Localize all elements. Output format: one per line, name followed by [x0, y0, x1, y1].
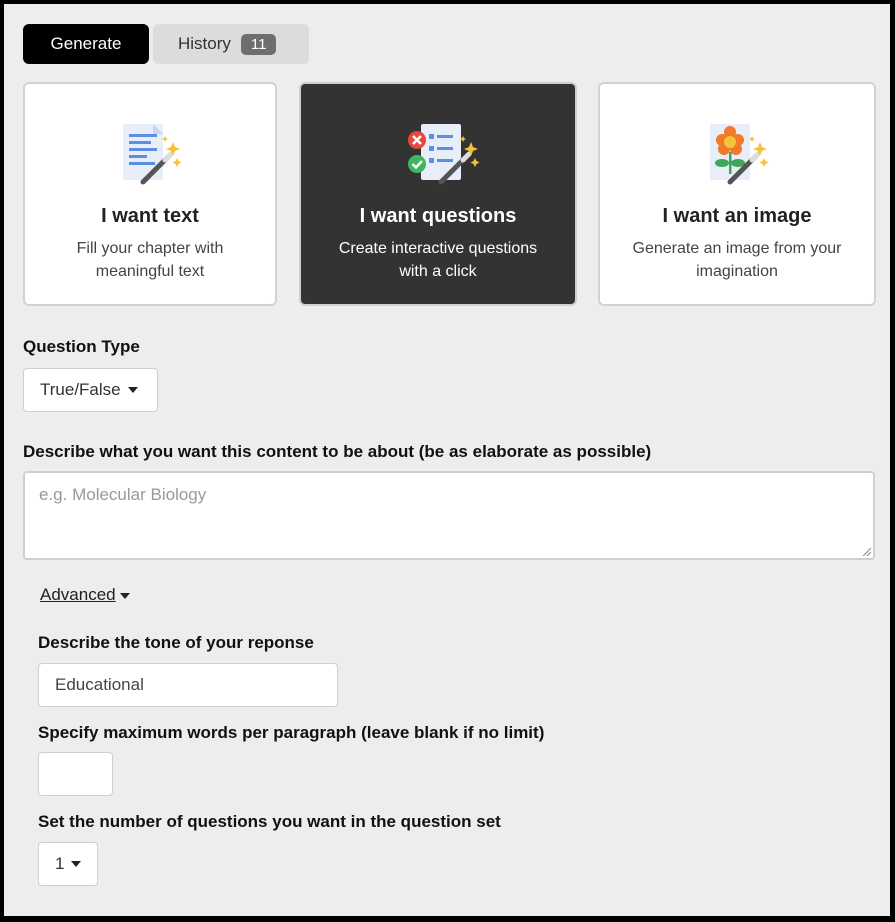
advanced-toggle[interactable] [40, 585, 130, 605]
card-text[interactable] [23, 82, 277, 306]
num-questions-value: 1 [55, 854, 65, 873]
question-type-value: True/False [40, 380, 121, 399]
tab-history[interactable] [153, 24, 309, 64]
max-words-label: Specify maximum words per paragraph (leave blank if no limit) [38, 723, 545, 742]
flower-image-magic-wand-icon [702, 120, 772, 190]
tone-value: Educational [55, 675, 144, 694]
generator-panel [4, 4, 890, 916]
question-type-select[interactable] [23, 368, 158, 412]
tab-generate[interactable]: Generate [23, 24, 149, 64]
resize-grip-icon[interactable] [861, 546, 871, 556]
card-image-title: I want an image [662, 205, 812, 227]
quiz-magic-wand-icon [403, 120, 473, 190]
tone-input[interactable] [38, 663, 338, 707]
description-label: Describe what you want this content to be about (be as elaborate as possible) [23, 442, 652, 461]
card-questions-description: Create interactive questions with a click [338, 240, 538, 280]
description-textarea[interactable] [23, 471, 875, 560]
card-text-description: Fill your chapter with meaningful text [76, 240, 224, 280]
card-questions-title: I want questions [359, 205, 517, 227]
caret-down-icon [120, 593, 130, 599]
caret-down-icon [71, 861, 81, 867]
max-words-input[interactable] [38, 752, 113, 796]
card-text-title: I want text [101, 205, 199, 227]
mode-tabs [23, 24, 309, 64]
card-image-description: Generate an image from your imagination [632, 240, 842, 280]
card-questions[interactable] [299, 82, 577, 306]
advanced-toggle-label: Advanced [40, 585, 116, 604]
tab-history-label: History [178, 34, 231, 53]
history-count-badge: 11 [241, 34, 277, 55]
description-placeholder: e.g. Molecular Biology [39, 485, 207, 504]
card-image[interactable] [598, 82, 876, 306]
document-magic-wand-icon [115, 120, 185, 190]
tone-label: Describe the tone of your reponse [38, 633, 314, 652]
num-questions-select[interactable] [38, 842, 98, 886]
caret-down-icon [128, 387, 138, 393]
question-type-label: Question Type [23, 337, 140, 356]
num-questions-label: Set the number of questions you want in the question set [38, 812, 501, 831]
